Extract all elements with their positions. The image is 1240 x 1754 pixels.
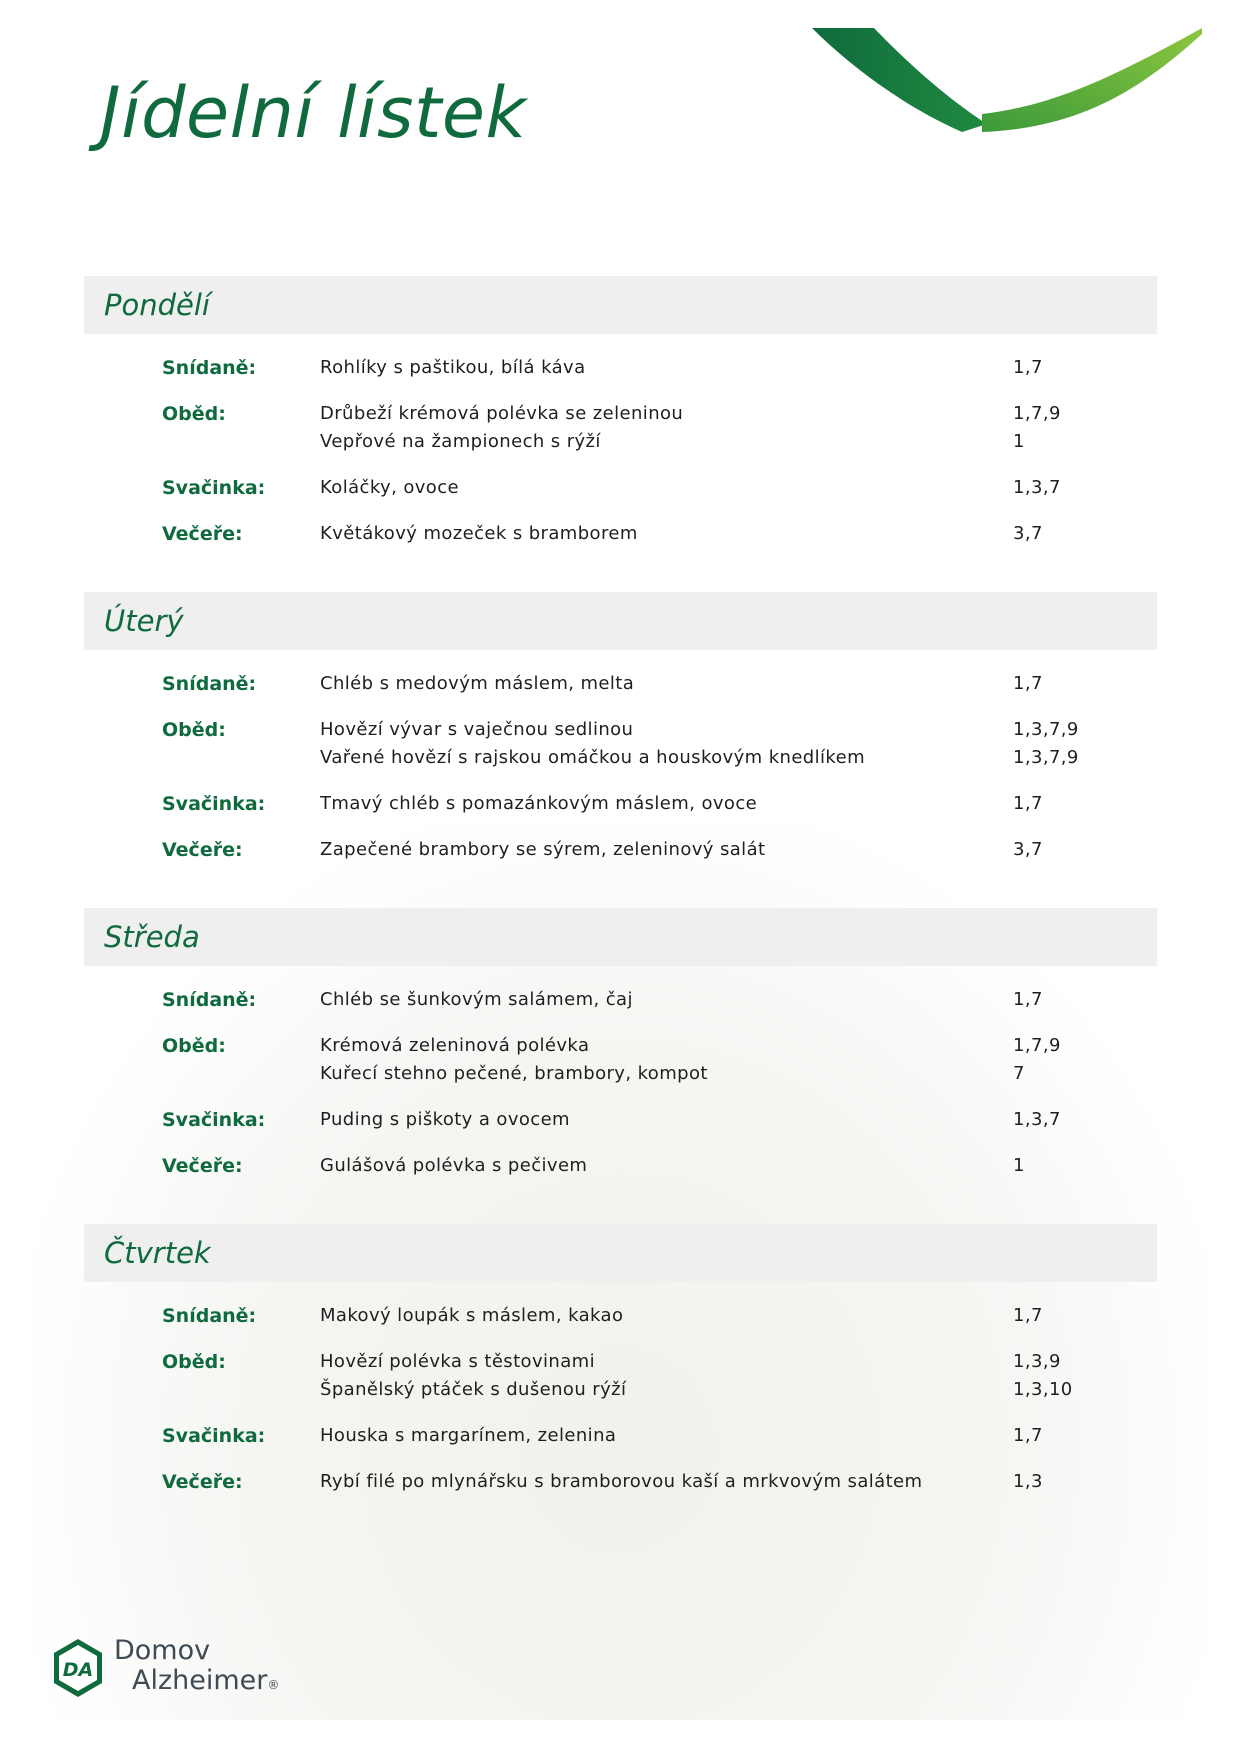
dish-list	[320, 790, 1157, 818]
day-header	[84, 592, 1157, 650]
dish-name: Španělský ptáček s dušenou rýží	[320, 1379, 627, 1400]
day-header	[84, 908, 1157, 966]
dish-allergens: 1,3,7	[1013, 477, 1061, 498]
dish-item	[320, 1106, 1157, 1134]
meal-label: Večeře:	[162, 1155, 243, 1177]
weekly-menu	[84, 276, 1157, 1540]
dish-list	[320, 1032, 1157, 1088]
meal-row	[84, 400, 1157, 456]
domov-alzheimer-logo	[52, 1636, 279, 1700]
dish-item	[320, 474, 1157, 502]
meal-label: Večeře:	[162, 523, 243, 545]
meal-list	[84, 1282, 1157, 1496]
dish-list	[320, 474, 1157, 502]
meal-row	[84, 354, 1157, 382]
dish-item	[320, 790, 1157, 818]
dish-item	[320, 428, 1157, 456]
dish-list	[320, 1302, 1157, 1330]
meal-row	[84, 1152, 1157, 1180]
meal-label: Oběd:	[162, 719, 226, 741]
dish-list	[320, 670, 1157, 698]
dish-name: Gulášová polévka s pečivem	[320, 1155, 588, 1176]
day-section	[84, 908, 1157, 1180]
dish-item	[320, 1376, 1157, 1404]
dish-name: Houska s margarínem, zelenina	[320, 1425, 617, 1446]
dish-item	[320, 1302, 1157, 1330]
dish-list	[320, 986, 1157, 1014]
dish-allergens: 1,3,7,9	[1013, 719, 1079, 740]
meal-label: Snídaně:	[162, 1305, 257, 1327]
meal-row	[84, 520, 1157, 548]
dish-allergens: 1,7	[1013, 793, 1043, 814]
dish-list	[320, 520, 1157, 548]
dish-list	[320, 1422, 1157, 1450]
dish-name: Krémová zeleninová polévka	[320, 1035, 590, 1056]
meal-list	[84, 334, 1157, 548]
meal-label: Večeře:	[162, 839, 243, 861]
dish-allergens: 1,3	[1013, 1471, 1043, 1492]
meal-row	[84, 1106, 1157, 1134]
meal-row	[84, 716, 1157, 772]
dish-list	[320, 836, 1157, 864]
dish-name: Vařené hovězí s rajskou omáčkou a houskovým knedlíkem	[320, 747, 866, 768]
meal-row	[84, 790, 1157, 818]
dish-name: Chléb s medovým máslem, melta	[320, 673, 635, 694]
dish-item	[320, 1468, 1157, 1496]
meal-row	[84, 1348, 1157, 1404]
dish-allergens: 7	[1013, 1063, 1025, 1084]
dish-name: Puding s piškoty a ovocem	[320, 1109, 570, 1130]
dish-item	[320, 1152, 1157, 1180]
dish-list	[320, 716, 1157, 772]
meal-row	[84, 1468, 1157, 1496]
dish-item	[320, 354, 1157, 382]
dish-allergens: 1,7,9	[1013, 1035, 1061, 1056]
dish-name: Hovězí vývar s vaječnou sedlinou	[320, 719, 634, 740]
meal-row	[84, 986, 1157, 1014]
registered-mark: ®	[267, 1678, 280, 1692]
dish-item	[320, 836, 1157, 864]
meal-row	[84, 670, 1157, 698]
dish-allergens: 1,7	[1013, 1305, 1043, 1326]
dish-allergens: 1,3,9	[1013, 1351, 1061, 1372]
dish-item	[320, 1060, 1157, 1088]
dish-item	[320, 670, 1157, 698]
domov-alzheimer-monogram-icon	[52, 1637, 104, 1699]
meal-label: Svačinka:	[162, 477, 266, 499]
dish-list	[320, 354, 1157, 382]
dish-name: Chléb se šunkovým salámem, čaj	[320, 989, 633, 1010]
day-name: Pondělí	[104, 288, 210, 322]
meal-row	[84, 1302, 1157, 1330]
dish-allergens: 1	[1013, 1155, 1025, 1176]
meal-label: Svačinka:	[162, 1109, 266, 1131]
meal-label: Oběd:	[162, 403, 226, 425]
meal-list	[84, 650, 1157, 864]
day-name: Úterý	[104, 604, 184, 638]
dish-allergens: 1,3,7	[1013, 1109, 1061, 1130]
dish-name: Makový loupák s máslem, kakao	[320, 1305, 624, 1326]
dish-allergens: 1,7,9	[1013, 403, 1061, 424]
meal-row	[84, 836, 1157, 864]
dish-item	[320, 986, 1157, 1014]
day-section	[84, 1224, 1157, 1496]
dish-name: Rohlíky s paštikou, bílá káva	[320, 357, 586, 378]
dish-allergens: 3,7	[1013, 523, 1043, 544]
meal-label: Svačinka:	[162, 1425, 266, 1447]
meal-label: Oběd:	[162, 1351, 226, 1373]
dish-list	[320, 1106, 1157, 1134]
dish-allergens: 1,7	[1013, 673, 1043, 694]
meal-label: Večeře:	[162, 1471, 243, 1493]
dish-name: Vepřové na žampionech s rýží	[320, 431, 601, 452]
dish-name: Květákový mozeček s bramborem	[320, 523, 638, 544]
day-name: Středa	[104, 920, 200, 954]
dish-name: Koláčky, ovoce	[320, 477, 459, 498]
dish-allergens: 1	[1013, 431, 1025, 452]
day-header	[84, 276, 1157, 334]
day-section	[84, 592, 1157, 864]
dish-list	[320, 1152, 1157, 1180]
meal-row	[84, 1422, 1157, 1450]
day-section	[84, 276, 1157, 548]
meal-label: Snídaně:	[162, 989, 257, 1011]
dish-list	[320, 1468, 1157, 1496]
day-name: Čtvrtek	[104, 1236, 211, 1270]
dish-allergens: 1,3,10	[1013, 1379, 1073, 1400]
meal-list	[84, 966, 1157, 1180]
meal-label: Oběd:	[162, 1035, 226, 1057]
dish-name: Drůbeží krémová polévka se zeleninou	[320, 403, 684, 424]
meal-label: Snídaně:	[162, 673, 257, 695]
dish-item	[320, 716, 1157, 744]
dish-item	[320, 1422, 1157, 1450]
dish-allergens: 1,7	[1013, 1425, 1043, 1446]
dish-item	[320, 1348, 1157, 1376]
dish-name: Zapečené brambory se sýrem, zeleninový salát	[320, 839, 766, 860]
day-header	[84, 1224, 1157, 1282]
meal-label: Svačinka:	[162, 793, 266, 815]
dish-item	[320, 400, 1157, 428]
dish-allergens: 1,7	[1013, 357, 1043, 378]
dish-name: Kuřecí stehno pečené, brambory, kompot	[320, 1063, 708, 1084]
dish-name: Tmavý chléb s pomazánkovým máslem, ovoce	[320, 793, 758, 814]
dish-name: Rybí filé po mlynářsku s bramborovou kaší a mrkvovým salátem	[320, 1471, 923, 1492]
dish-item	[320, 1032, 1157, 1060]
dish-name: Hovězí polévka s těstovinami	[320, 1351, 595, 1372]
dish-list	[320, 1348, 1157, 1404]
dish-list	[320, 400, 1157, 456]
brand-swoosh-graphic	[812, 28, 1202, 132]
page-title: Jídelní lístek	[100, 72, 527, 154]
logo-line-1: Domov	[114, 1635, 211, 1666]
dish-item	[320, 520, 1157, 548]
meal-row	[84, 1032, 1157, 1088]
meal-label: Snídaně:	[162, 357, 257, 379]
dish-allergens: 1,7	[1013, 989, 1043, 1010]
logo-line-2: Alzheimer	[132, 1665, 268, 1696]
logo-monogram: DA	[62, 1659, 94, 1681]
dish-item	[320, 744, 1157, 772]
dish-allergens: 3,7	[1013, 839, 1043, 860]
meal-row	[84, 474, 1157, 502]
dish-allergens: 1,3,7,9	[1013, 747, 1079, 768]
